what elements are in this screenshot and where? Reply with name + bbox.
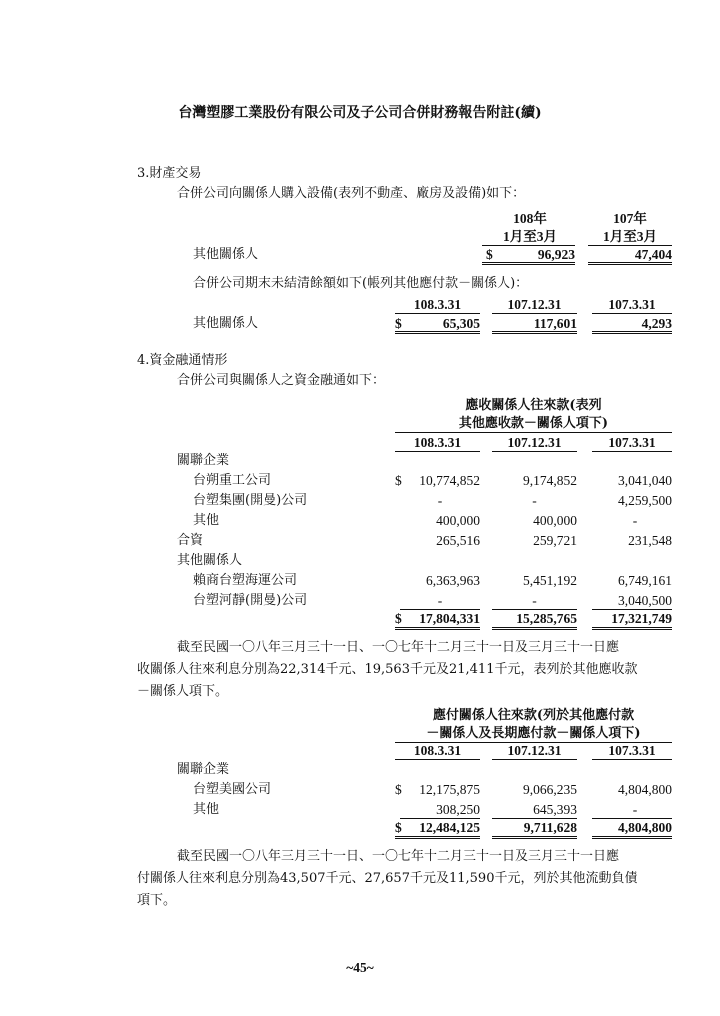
t4-cell: 12,175,875 — [419, 782, 480, 797]
section-3-intro-2: 合併公司期末未結清餘額如下(帳列其他應付款－關係人)： — [193, 276, 529, 291]
t4-total-cell: 4,804,800 — [618, 820, 672, 835]
paragraph-1-line-1: 截至民國一〇八年三月三十一日、一〇七年十二月三十一日及三月三十一日應 — [177, 640, 620, 655]
t3-row-label: 台塑集團(開曼)公司 — [193, 493, 308, 508]
t4-cell: 645,393 — [533, 802, 577, 817]
t3-cell: - — [437, 493, 443, 508]
t2-header-3: 107.3.31 — [608, 297, 656, 312]
t3-header-3: 107.3.31 — [608, 435, 656, 450]
t3-total-currency: $ — [395, 611, 402, 626]
t3-header-2: 107.12.31 — [507, 435, 562, 450]
page-number: ~45~ — [346, 960, 374, 975]
t4-header-2: 107.12.31 — [507, 743, 562, 758]
t2-header-1: 108.3.31 — [413, 297, 462, 312]
paragraph-1-line-2: 收關係人往來利息分別為22,314千元、19,563千元及21,411千元，表列於其他應收款 — [137, 662, 638, 677]
t3-caption-line-2: 其他應收款－關係人項下) — [458, 416, 609, 431]
t3-cell: - — [632, 513, 638, 528]
t4-row-currency: $ — [395, 782, 402, 797]
t3-cell: 3,040,500 — [618, 593, 672, 608]
t1-col1-year: 108年 — [513, 211, 547, 226]
t4-header-3: 107.3.31 — [608, 743, 656, 758]
t3-cell: 265,516 — [436, 533, 480, 548]
t3-row-label: 賴商台塑海運公司 — [193, 573, 298, 588]
t3-row-label: 其他關係人 — [177, 553, 243, 568]
t3-total-cell: 15,285,765 — [516, 611, 577, 626]
t3-cell: - — [532, 493, 537, 508]
t4-caption-line-1: 應付關係人往來款(列於其他應付款 — [432, 708, 635, 723]
t3-row-label: 台朔重工公司 — [193, 473, 272, 488]
t3-row-currency: $ — [395, 473, 402, 488]
t2-value-3: 4,293 — [641, 316, 672, 331]
t3-header-1: 108.3.31 — [413, 435, 462, 450]
t4-total-cell: 9,711,628 — [523, 820, 577, 835]
t3-cell: 231,548 — [628, 533, 672, 548]
t3-cell: 259,721 — [533, 533, 577, 548]
t3-cell: 4,259,500 — [618, 493, 672, 508]
t3-row-label: 台塑河靜(開曼)公司 — [193, 593, 308, 608]
t1-col1-range: 1月至3月 — [503, 229, 557, 244]
t4-total-cell: 12,484,125 — [419, 820, 480, 835]
t3-total-cell: 17,804,331 — [419, 611, 480, 626]
paragraph-2-line-1: 截至民國一〇八年三月三十一日、一〇七年十二月三十一日及三月三十一日應 — [177, 849, 620, 864]
t3-cell: 3,041,040 — [618, 473, 672, 488]
t2-value-1: 65,305 — [442, 316, 480, 331]
t3-caption-line-1: 應收關係人往來款(表列 — [465, 398, 602, 413]
section-4-intro: 合併公司與關係人之資金融通如下： — [177, 373, 386, 388]
paragraph-2-line-3: 項下。 — [137, 893, 177, 908]
t4-cell: - — [632, 802, 638, 817]
t1-col2-range: 1月至3月 — [603, 229, 657, 244]
t3-cell: 9,174,852 — [523, 473, 577, 488]
t3-row-label: 其他 — [193, 513, 220, 528]
t4-group-label: 關聯企業 — [177, 762, 230, 777]
t3-row-label: 合資 — [177, 533, 204, 548]
section-3-intro: 合併公司向關係人購入設備(表列不動產、廠房及設備)如下： — [177, 186, 526, 201]
t2-row-label: 其他關係人 — [193, 316, 259, 331]
paragraph-2-line-2: 付關係人往來利息分別為43,507千元、27,657千元及11,590千元，列於其他流動負債 — [137, 871, 638, 886]
t3-cell: 5,451,192 — [523, 573, 577, 588]
t3-cell: 400,000 — [436, 513, 480, 528]
t1-row-label: 其他關係人 — [193, 247, 259, 262]
t4-row-label: 其他 — [193, 802, 220, 817]
paragraph-1-line-3: －關係人項下。 — [137, 684, 229, 699]
t4-total-currency: $ — [395, 820, 402, 835]
t2-header-2: 107.12.31 — [507, 297, 562, 312]
section-3-heading: 3.財產交易 — [137, 166, 202, 181]
section-4-heading: 4.資金融通情形 — [137, 353, 228, 368]
page-title: 台灣塑膠工業股份有限公司及子公司合併財務報告附註(續) — [178, 105, 542, 121]
t3-cell: 6,363,963 — [426, 573, 480, 588]
t3-cell: 10,774,852 — [419, 473, 480, 488]
t3-group-label: 關聯企業 — [177, 453, 230, 468]
t4-cell: 308,250 — [436, 802, 480, 817]
t4-row-label: 台塑美國公司 — [193, 782, 272, 797]
t2-value-2: 117,601 — [533, 316, 577, 331]
t4-cell: 9,066,235 — [523, 782, 577, 797]
t4-header-1: 108.3.31 — [413, 743, 462, 758]
t4-cell: 4,804,800 — [618, 782, 672, 797]
t1-col2-year: 107年 — [613, 211, 647, 226]
t1-currency: $ — [486, 247, 493, 262]
t3-total-cell: 17,321,749 — [611, 611, 672, 626]
t1-value-1: 96,923 — [537, 247, 575, 262]
t3-cell: - — [437, 593, 443, 608]
t4-caption-line-2: －關係人及長期應付款－關係人項下) — [426, 726, 641, 741]
t3-cell: 400,000 — [533, 513, 577, 528]
t2-currency: $ — [395, 316, 402, 331]
t3-cell: - — [532, 593, 537, 608]
t1-value-2: 47,404 — [634, 247, 672, 262]
t3-cell: 6,749,161 — [618, 573, 672, 588]
